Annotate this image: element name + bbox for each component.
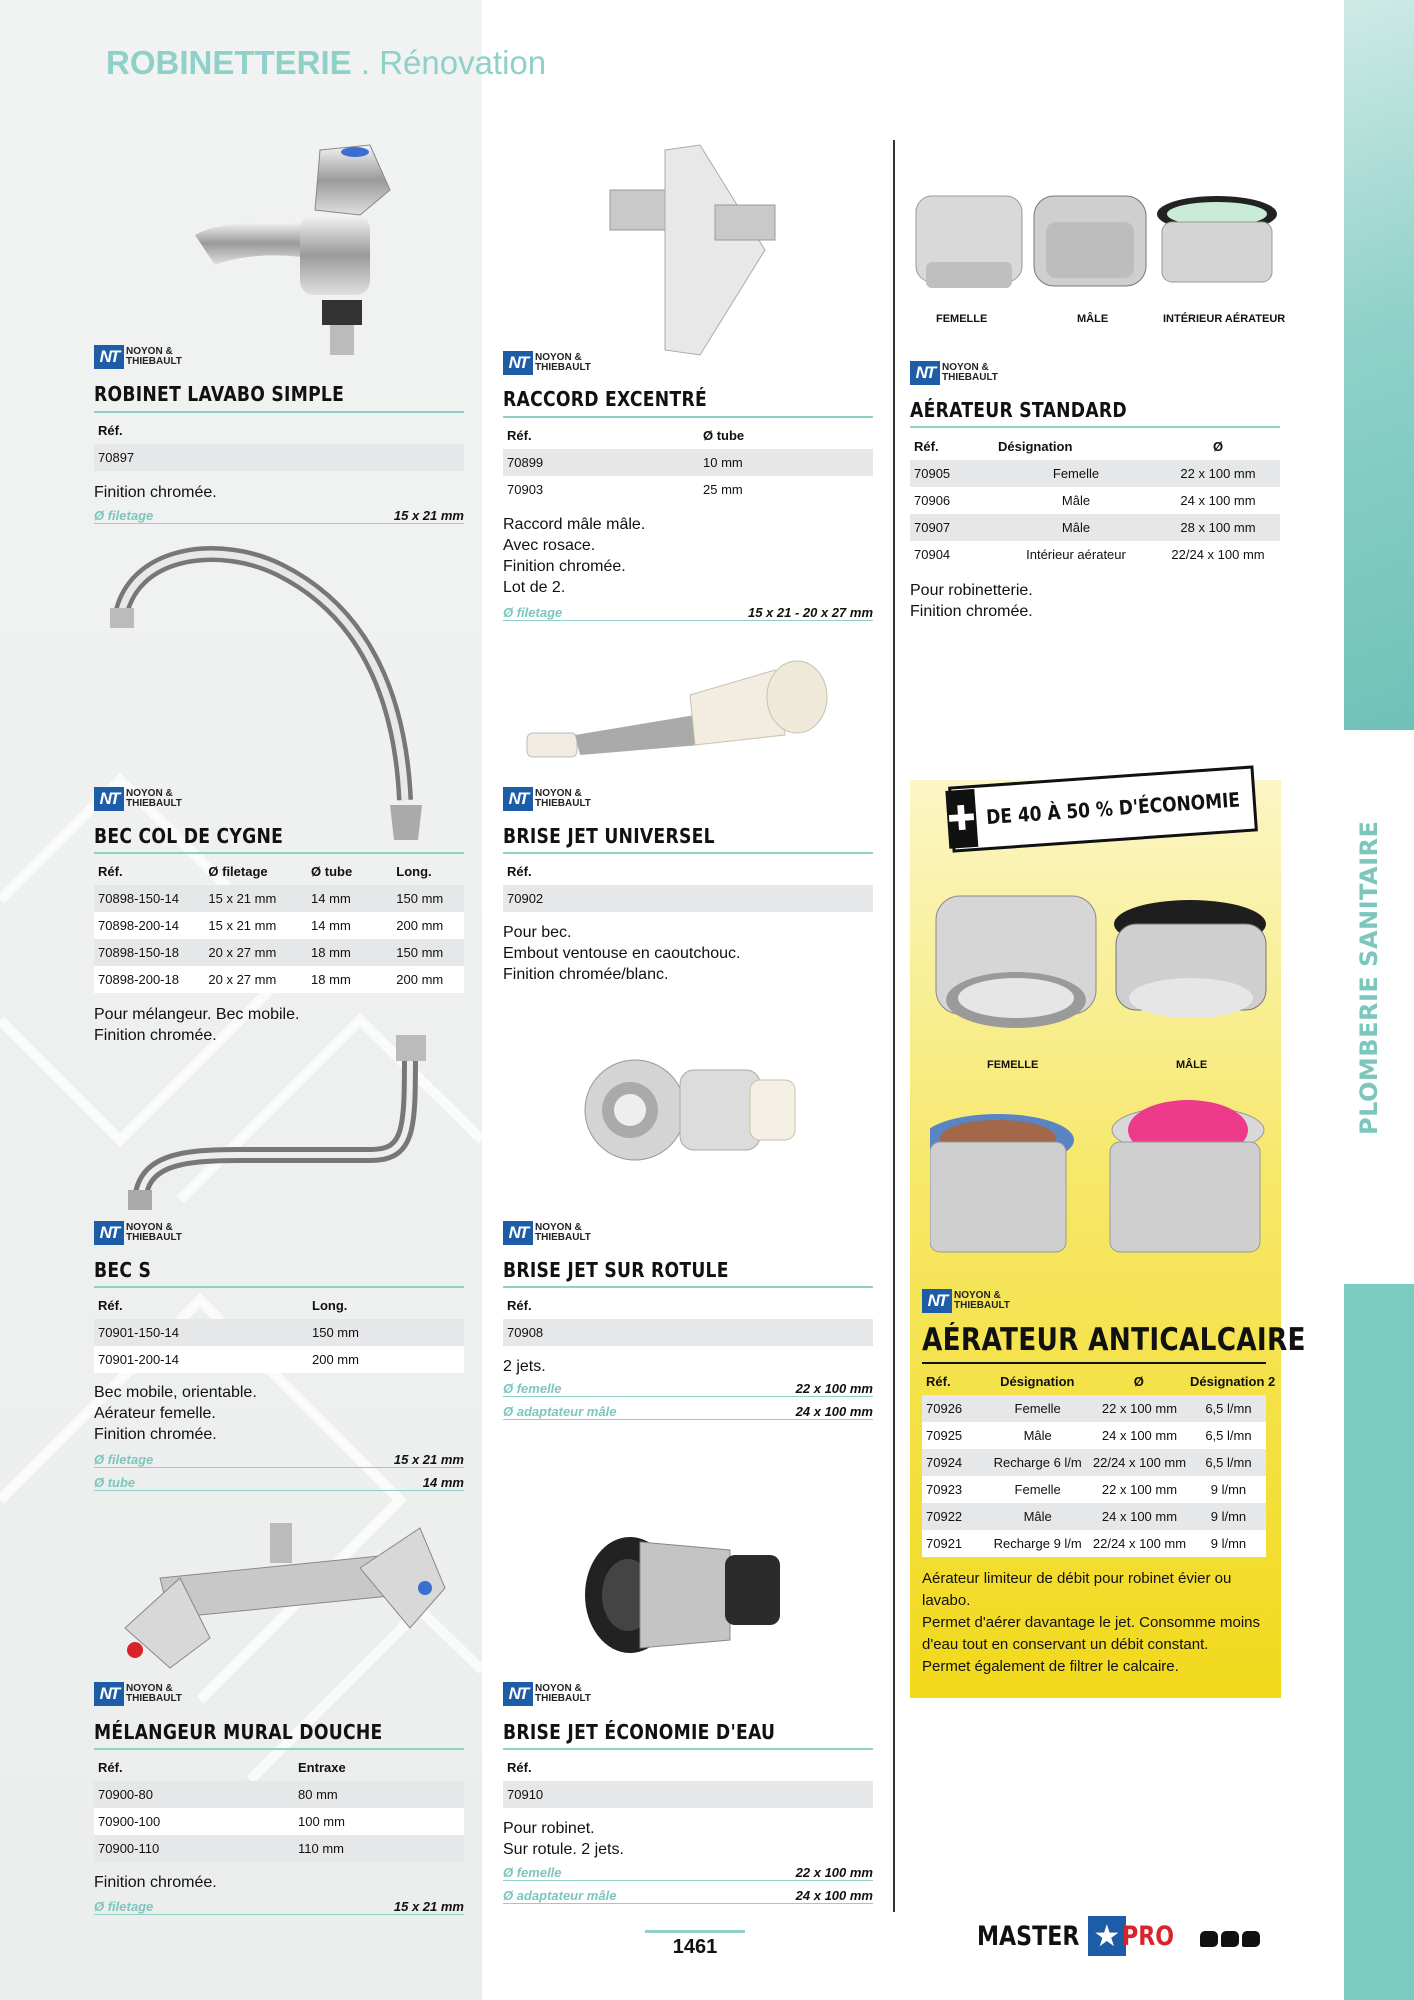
table-cell: 100 mm — [298, 1814, 345, 1829]
spec-value: 24 x 100 mm — [795, 1404, 873, 1419]
table-row — [94, 939, 464, 966]
product-description: Pour bec. Embout ventouse en caoutchouc. Finition chromée/blanc. — [503, 924, 741, 983]
spec-row — [94, 503, 464, 524]
table-row — [922, 1449, 1266, 1476]
table-cell: 70923 — [926, 1482, 963, 1497]
section-side-label: PLOMBERIE SANITAIRE — [1355, 820, 1383, 1135]
table-cell: 24 x 100 mm — [1101, 1509, 1178, 1524]
ref-table — [94, 417, 464, 471]
bec-s-image — [120, 1030, 440, 1220]
product-title: AÉRATEUR STANDARD — [910, 398, 1127, 422]
brand-logo — [503, 1220, 591, 1246]
table-cell: 150 mm — [396, 891, 444, 906]
brand-mark: NT — [503, 1682, 533, 1706]
masterpro-logo — [977, 1916, 1185, 1956]
table-header: Réf. — [507, 1760, 532, 1775]
spec-row — [94, 1470, 464, 1491]
header-sub: . Rénovation — [351, 44, 547, 81]
brand-line2: THIEBAULT — [126, 1693, 182, 1704]
spec-row — [503, 1860, 873, 1881]
brand-mark: NT — [503, 1221, 533, 1245]
spec-key: Ø adaptateur mâle — [503, 1888, 617, 1903]
brand-logo — [503, 350, 591, 376]
table-cell: 70898-200-18 — [98, 972, 179, 987]
aerateur-standard-images — [912, 192, 1282, 302]
brand-logo — [94, 1681, 182, 1707]
product-description: Pour robinetterie. Finition chromée. — [910, 582, 1033, 620]
brand-mark: NT — [503, 351, 533, 375]
product-description: Finition chromée. — [94, 484, 217, 501]
table-row — [94, 1781, 464, 1808]
spec-key: Ø femelle — [503, 1381, 562, 1396]
product-title: BEC S — [94, 1258, 152, 1282]
table-cell: 6,5 l/mn — [1205, 1401, 1252, 1416]
brand-logo — [503, 1681, 591, 1707]
brand-mark: NT — [910, 361, 940, 385]
title-underline — [503, 852, 873, 854]
table-row — [922, 1503, 1266, 1530]
ref-table — [910, 433, 1280, 568]
table-cell: 15 x 21 mm — [208, 891, 277, 906]
image-label: MÂLE — [1176, 1059, 1208, 1071]
brand-mark: NT — [94, 1221, 124, 1245]
logo-pro-text: PRO — [1121, 1920, 1174, 1952]
table-cell: 9 l/mn — [1210, 1536, 1247, 1551]
table-cell: 18 mm — [311, 972, 351, 987]
brand-logo — [94, 786, 182, 812]
brand-line1: NOYON & — [126, 346, 173, 357]
table-cell: 6,5 l/mn — [1205, 1428, 1252, 1443]
table-row — [910, 514, 1280, 541]
table-cell: 70901-200-14 — [98, 1352, 179, 1367]
title-underline — [503, 416, 873, 418]
table-cell: 22/24 x 100 mm — [1092, 1536, 1187, 1551]
spec-key: Ø filetage — [503, 605, 563, 620]
table-cell: Recharge 6 l/m — [993, 1455, 1082, 1470]
table-cell: 22/24 x 100 mm — [1092, 1455, 1187, 1470]
brand-line2: THIEBAULT — [535, 1693, 591, 1704]
table-row — [94, 1808, 464, 1835]
product-title: BRISE JET SUR ROTULE — [503, 1258, 729, 1282]
spec-key: Ø adaptateur mâle — [503, 1404, 617, 1419]
table-header: Long. — [312, 1298, 348, 1313]
product-description: Pour mélangeur. Bec mobile. Finition chromée. — [94, 1006, 300, 1044]
table-cell: 10 mm — [703, 455, 743, 470]
header-main: ROBINETTERIE — [106, 44, 352, 81]
image-label: FEMELLE — [987, 1059, 1039, 1071]
table-cell: 20 x 27 mm — [208, 945, 277, 960]
page-number-rule — [645, 1930, 745, 1933]
table-cell: Mâle — [1023, 1428, 1052, 1443]
table-header: Réf. — [507, 1298, 532, 1313]
brand-logo — [922, 1288, 1010, 1314]
brand-logo — [910, 360, 998, 386]
spec-row — [503, 600, 873, 621]
table-cell: 25 mm — [703, 482, 743, 497]
table-row — [94, 885, 464, 912]
table-cell: 70905 — [914, 466, 951, 481]
spec-row — [503, 1399, 873, 1420]
title-underline — [94, 852, 464, 854]
brand-line1: NOYON & — [535, 352, 582, 363]
plus-icon: ✚ — [945, 789, 977, 849]
table-cell: 70908 — [507, 1325, 544, 1340]
spec-value: 15 x 21 mm — [393, 1452, 464, 1467]
brand-line1: NOYON & — [126, 1222, 173, 1233]
table-header: Réf. — [914, 439, 939, 454]
ref-table — [922, 1368, 1276, 1557]
table-row — [922, 1395, 1266, 1422]
ref-table — [503, 422, 873, 503]
title-underline — [503, 1286, 873, 1288]
brand-line1: NOYON & — [535, 1683, 582, 1694]
title-underline — [910, 426, 1280, 428]
product-title: BRISE JET ÉCONOMIE D'EAU — [503, 1720, 776, 1744]
brand-line2: THIEBAULT — [535, 362, 591, 373]
table-row — [503, 476, 873, 503]
table-cell: Mâle — [1023, 1509, 1052, 1524]
table-cell: 200 mm — [396, 918, 444, 933]
spec-row — [503, 1376, 873, 1397]
table-header: Réf. — [98, 1760, 123, 1775]
table-cell: 70922 — [926, 1509, 963, 1524]
brise-jet-universel-image — [525, 655, 845, 775]
table-cell: 70897 — [98, 450, 135, 465]
table-row — [94, 1835, 464, 1862]
product-description: 2 jets. — [503, 1358, 546, 1375]
table-cell: 70924 — [926, 1455, 963, 1470]
table-cell: 14 mm — [311, 918, 351, 933]
ref-table — [94, 1292, 464, 1373]
table-cell: Intérieur aérateur — [1026, 547, 1126, 562]
table-row — [910, 487, 1280, 514]
ref-table — [94, 1754, 464, 1862]
spec-key: Ø femelle — [503, 1865, 562, 1880]
table-cell: 70900-110 — [98, 1841, 160, 1856]
brand-line1: NOYON & — [126, 1683, 173, 1694]
table-header: Ø tube — [703, 428, 745, 443]
table-cell: 9 l/mn — [1210, 1509, 1247, 1524]
table-cell: 70910 — [507, 1787, 544, 1802]
spec-row — [94, 1894, 464, 1915]
brand-line2: THIEBAULT — [126, 356, 182, 367]
table-cell: 70904 — [914, 547, 951, 562]
brand-line1: NOYON & — [535, 788, 582, 799]
brand-line2: THIEBAULT — [126, 798, 182, 809]
table-cell: 24 x 100 mm — [1180, 493, 1256, 508]
teal-band-top — [1344, 0, 1414, 730]
table-header: Entraxe — [298, 1760, 346, 1775]
table-header: Ø tube — [311, 864, 353, 879]
product-description: Finition chromée. — [94, 1874, 217, 1891]
spec-value: 15 x 21 mm — [393, 508, 464, 523]
table-cell: 22 x 100 mm — [1101, 1482, 1178, 1497]
melangeur-mural-image — [110, 1508, 450, 1678]
column-divider — [893, 140, 895, 1912]
brand-line1: NOYON & — [126, 788, 173, 799]
table-cell: Femelle — [1014, 1482, 1061, 1497]
product-title: BEC COL DE CYGNE — [94, 824, 284, 848]
promo-text: DE 40 À 50 % D'ÉCONOMIE — [984, 787, 1241, 830]
robinet-lavabo-image — [190, 140, 430, 360]
spec-value: 22 x 100 mm — [795, 1381, 873, 1396]
table-cell: Mâle — [1061, 493, 1091, 508]
table-header: Réf. — [98, 1298, 123, 1313]
product-title: MÉLANGEUR MURAL DOUCHE — [94, 1720, 383, 1744]
table-cell: 80 mm — [298, 1787, 338, 1802]
ref-table — [503, 858, 873, 912]
table-cell: 70906 — [914, 493, 951, 508]
table-cell: 22/24 x 100 mm — [1171, 547, 1265, 562]
table-cell: 70921 — [926, 1536, 963, 1551]
image-label: MÂLE — [1077, 313, 1109, 325]
table-cell: 20 x 27 mm — [208, 972, 277, 987]
table-header: Ø filetage — [208, 864, 268, 879]
table-cell: 70898-150-14 — [98, 891, 179, 906]
title-underline — [922, 1362, 1266, 1364]
table-header: Réf. — [507, 864, 532, 879]
table-cell: Mâle — [1061, 520, 1091, 535]
product-title: ROBINET LAVABO SIMPLE — [94, 382, 345, 406]
table-row — [94, 912, 464, 939]
brand-line2: THIEBAULT — [535, 1232, 591, 1243]
table-cell: 70926 — [926, 1401, 963, 1416]
table-cell: Femelle — [1052, 466, 1100, 481]
brand-logo — [94, 344, 182, 370]
page-number: 1461 — [672, 1936, 718, 1958]
product-title: RACCORD EXCENTRÉ — [503, 387, 707, 411]
brand-mark: NT — [94, 787, 124, 811]
brand-mark: NT — [503, 787, 533, 811]
brand-mark: NT — [922, 1289, 952, 1313]
table-header: Réf. — [98, 864, 123, 879]
table-cell: 110 mm — [298, 1841, 344, 1856]
product-description: Raccord mâle mâle. Avec rosace. Finition chromée. Lot de 2. — [503, 516, 646, 596]
table-row — [503, 449, 873, 476]
image-label: INTÉRIEUR AÉRATEUR — [1163, 313, 1286, 325]
spec-value: 15 x 21 - 20 x 27 mm — [747, 605, 873, 620]
table-header: Réf. — [98, 423, 123, 438]
brand-mark: NT — [94, 345, 124, 369]
ref-table — [94, 858, 464, 993]
table-cell: Femelle — [1014, 1401, 1061, 1416]
table-row — [94, 966, 464, 993]
aerateur-anticalcaire-images — [930, 890, 1270, 1290]
table-cell: 70903 — [507, 482, 544, 497]
teal-band-bottom — [1344, 1284, 1414, 2000]
product-title: BRISE JET UNIVERSEL — [503, 824, 715, 848]
table-cell: 18 mm — [311, 945, 351, 960]
brand-line2: THIEBAULT — [942, 372, 998, 383]
raccord-excentre-image — [605, 140, 785, 360]
table-cell: 70907 — [914, 520, 951, 535]
table-header: Long. — [396, 864, 432, 879]
brand-line1: NOYON & — [535, 1222, 582, 1233]
title-underline — [94, 1748, 464, 1750]
spec-row — [94, 1447, 464, 1468]
table-cell: 15 x 21 mm — [208, 918, 277, 933]
spec-value: 14 mm — [422, 1475, 464, 1490]
table-header: Désignation 2 — [1190, 1374, 1276, 1389]
brise-jet-rotule-image — [580, 1045, 805, 1175]
brand-line1: NOYON & — [954, 1290, 1001, 1301]
table-cell: 70898-150-18 — [98, 945, 179, 960]
logo-master-text: MASTER — [977, 1920, 1080, 1952]
brand-logo — [94, 1220, 182, 1246]
product-description: Bec mobile, orientable. Aérateur femelle. Finition chromée. — [94, 1384, 257, 1443]
spec-key: Ø tube — [94, 1475, 136, 1490]
star-icon: ★ — [1088, 1916, 1126, 1956]
product-description: Pour robinet. Sur rotule. 2 jets. — [503, 1820, 624, 1858]
brand-line1: NOYON & — [942, 362, 989, 373]
decorative-blocks — [1200, 1931, 1260, 1947]
table-header: Ø — [1133, 1374, 1144, 1389]
table-cell: 24 x 100 mm — [1101, 1428, 1178, 1443]
table-cell: Recharge 9 l/m — [993, 1536, 1082, 1551]
table-cell: 9 l/mn — [1210, 1482, 1247, 1497]
table-cell: 70898-200-14 — [98, 918, 179, 933]
table-cell: 70925 — [926, 1428, 963, 1443]
table-cell: 150 mm — [396, 945, 444, 960]
table-cell: 150 mm — [312, 1325, 359, 1340]
product-description: Aérateur limiteur de débit pour robinet évier ou lavabo. Permet d'aérer davantage le jet. Consomme moins d'eau tout en conservant un débit constant. Permet également de filtrer le calcaire. — [922, 1570, 1261, 1675]
spec-value: 15 x 21 mm — [393, 1899, 464, 1914]
table-cell: 70900-100 — [98, 1814, 161, 1829]
table-row — [922, 1422, 1266, 1449]
table-header: Réf. — [926, 1374, 951, 1389]
title-underline — [94, 1286, 464, 1288]
table-cell: 6,5 l/mn — [1205, 1455, 1252, 1470]
table-row — [922, 1530, 1266, 1557]
brand-line2: THIEBAULT — [126, 1232, 182, 1243]
table-cell: 70901-150-14 — [98, 1325, 179, 1340]
spec-key: Ø filetage — [94, 1899, 154, 1914]
spec-key: Ø filetage — [94, 1452, 154, 1467]
table-row — [94, 1346, 464, 1373]
brand-line2: THIEBAULT — [954, 1300, 1010, 1311]
table-header: Ø — [1212, 439, 1224, 454]
spec-row — [503, 1883, 873, 1904]
table-cell: 200 mm — [396, 972, 444, 987]
table-cell: 14 mm — [311, 891, 351, 906]
table-cell: 70902 — [507, 891, 544, 906]
brand-line2: THIEBAULT — [535, 798, 591, 809]
table-row — [910, 460, 1280, 487]
spec-value: 24 x 100 mm — [795, 1888, 873, 1903]
page-header — [106, 44, 546, 82]
product-title: AÉRATEUR ANTICALCAIRE — [922, 1322, 1306, 1358]
table-row — [910, 541, 1280, 568]
table-header: Désignation — [998, 439, 1073, 454]
brise-jet-economie-image — [580, 1520, 800, 1660]
brand-mark: NT — [94, 1682, 124, 1706]
ref-table — [503, 1292, 873, 1346]
table-header: Réf. — [507, 428, 532, 443]
brand-logo — [503, 786, 591, 812]
table-row — [922, 1476, 1266, 1503]
image-label: FEMELLE — [936, 313, 988, 325]
table-row — [94, 1319, 464, 1346]
spec-key: Ø filetage — [94, 508, 154, 523]
table-cell: 200 mm — [312, 1352, 359, 1367]
table-header: Désignation — [1000, 1374, 1075, 1389]
title-underline — [503, 1748, 873, 1750]
table-cell: 28 x 100 mm — [1180, 520, 1256, 535]
table-cell: 22 x 100 mm — [1180, 466, 1256, 481]
table-cell: 70900-80 — [98, 1787, 153, 1802]
table-cell: 22 x 100 mm — [1101, 1401, 1178, 1416]
title-underline — [94, 411, 464, 413]
spec-value: 22 x 100 mm — [795, 1865, 873, 1880]
table-cell: 70899 — [507, 455, 544, 470]
ref-table — [503, 1754, 873, 1808]
